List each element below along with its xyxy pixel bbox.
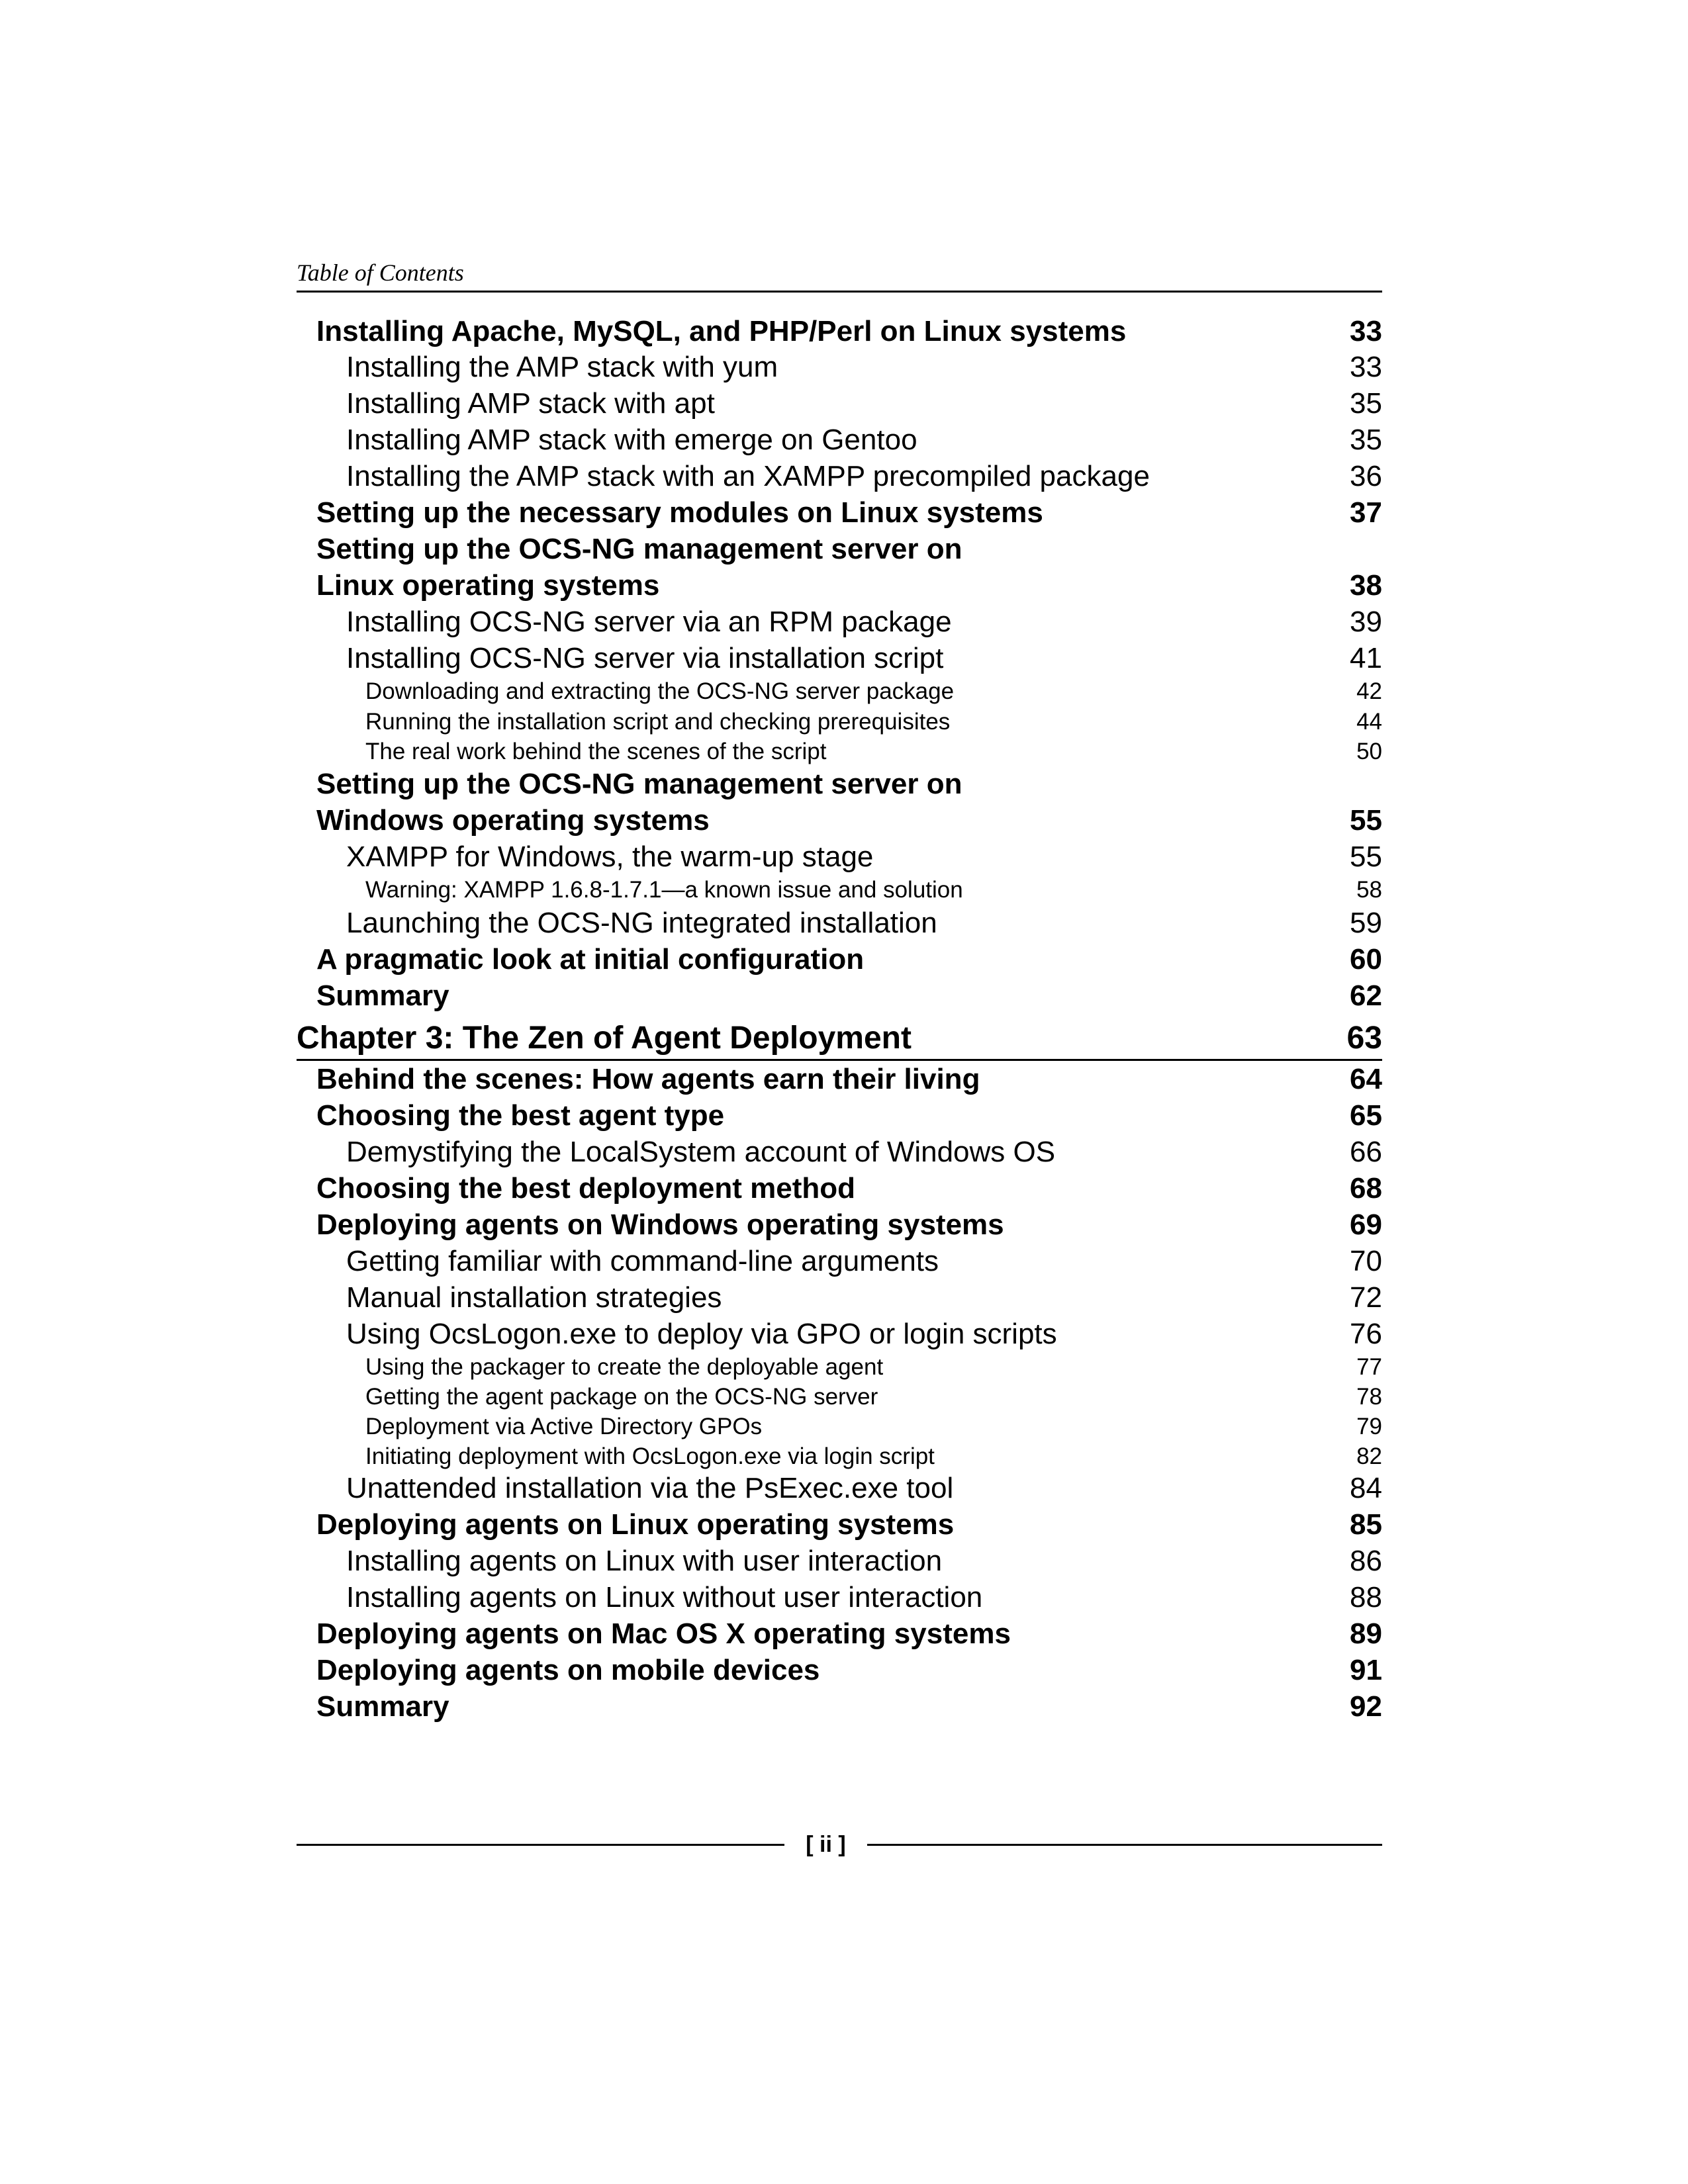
chapter-page: 63 <box>1346 1021 1382 1056</box>
toc-entry-title: XAMPP for Windows, the warm-up stage <box>346 841 874 873</box>
toc-entry-title: Initiating deployment with OcsLogon.exe via login script <box>365 1443 935 1469</box>
toc-entry-title: Deployment via Active Directory GPOs <box>365 1414 763 1439</box>
toc-entry-page: 72 <box>1350 1281 1382 1314</box>
toc-entry-page: 77 <box>1356 1354 1382 1380</box>
toc-entry-title: Warning: XAMPP 1.6.8-1.7.1—a known issue and solution <box>365 877 963 903</box>
page-header <box>297 257 1382 293</box>
toc-entry-page: 55 <box>1350 841 1382 873</box>
toc-entry-title: Deploying agents on mobile devices <box>316 1654 820 1686</box>
toc-entry-title: Manual installation strategies <box>346 1281 722 1314</box>
toc-entry-title: Choosing the best deployment method <box>316 1172 856 1205</box>
footer-rule-left <box>297 1844 784 1846</box>
toc-entry-page: 78 <box>1356 1384 1382 1410</box>
toc-entry-page: 44 <box>1356 709 1382 735</box>
toc-entry-page: 33 <box>1350 351 1382 383</box>
toc-entry-title: A pragmatic look at initial configuration <box>316 943 865 976</box>
toc-entry-title: Installing the AMP stack with yum <box>346 351 778 383</box>
toc-entry-title: Installing the AMP stack with an XAMPP precompiled package <box>346 460 1150 492</box>
toc-entry-page: 36 <box>1350 460 1382 492</box>
toc-entry-page: 76 <box>1350 1318 1382 1350</box>
toc-entry-title: Getting familiar with command-line arguments <box>346 1245 939 1277</box>
toc-entry-page: 55 <box>1350 804 1382 837</box>
toc-entry-page: 41 <box>1350 642 1382 674</box>
toc-entry-title: Installing AMP stack with emerge on Gentoo <box>346 424 917 456</box>
toc-entry-page: 85 <box>1350 1508 1382 1541</box>
toc-entry-page: 35 <box>1350 387 1382 420</box>
toc-entry-page: 84 <box>1350 1472 1382 1504</box>
toc-entry-page: 82 <box>1356 1443 1382 1469</box>
toc-entry-page: 42 <box>1356 678 1382 704</box>
toc-entry-title: Getting the agent package on the OCS-NG server <box>365 1384 878 1410</box>
chapter-heading <box>297 1019 1382 1061</box>
toc-entry-title: Installing OCS-NG server via an RPM package <box>346 606 952 638</box>
toc-entry-title: The real work behind the scenes of the script <box>365 739 827 764</box>
toc-entry-page: 88 <box>1350 1581 1382 1614</box>
toc-entry-title: Deploying agents on Linux operating systems <box>316 1508 955 1541</box>
toc-entry-page: 60 <box>1350 943 1382 976</box>
toc-entry-page: 86 <box>1350 1545 1382 1577</box>
toc-entry-title: Installing agents on Linux without user interaction <box>346 1581 983 1614</box>
toc-entry-page: 37 <box>1350 496 1382 529</box>
toc-entry-title: Installing OCS-NG server via installation script <box>346 642 944 674</box>
toc-entry-page: 50 <box>1356 739 1382 764</box>
footer-rule-right <box>867 1844 1382 1846</box>
toc-entry-title: Choosing the best agent type <box>316 1099 725 1132</box>
toc-entry-title: Setting up the OCS-NG management server on <box>316 533 962 565</box>
toc-entry-page: 66 <box>1350 1136 1382 1168</box>
toc-entry-page: 62 <box>1350 979 1382 1012</box>
toc-entry-page: 38 <box>1350 569 1382 602</box>
chapter-title: Chapter 3: The Zen of Agent Deployment <box>297 1021 912 1056</box>
toc-entry-page: 58 <box>1356 877 1382 903</box>
toc-entry-page: 92 <box>1350 1690 1382 1723</box>
toc-entry-title: Demystifying the LocalSystem account of Windows OS <box>346 1136 1056 1168</box>
toc-entry-title: Installing agents on Linux with user interaction <box>346 1545 943 1577</box>
toc-entry-page: 68 <box>1350 1172 1382 1205</box>
toc-entry-title: Setting up the necessary modules on Linux systems <box>316 496 1043 529</box>
toc-entry-title: Deploying agents on Windows operating systems <box>316 1208 1004 1241</box>
running-header-title: Table of Contents <box>297 259 464 286</box>
toc-entry-page: 69 <box>1350 1208 1382 1241</box>
toc-entry-title: Summary <box>316 979 449 1012</box>
toc-entry-page: 79 <box>1356 1414 1382 1439</box>
toc-entry-title: Running the installation script and checking prerequisites <box>365 709 951 735</box>
toc-entry-page: 35 <box>1350 424 1382 456</box>
toc-entry-title: Setting up the OCS-NG management server on <box>316 768 962 800</box>
toc-entry-page: 64 <box>1350 1063 1382 1095</box>
toc-entry-title: Using the packager to create the deployable agent <box>365 1354 884 1380</box>
toc-entry-page: 89 <box>1350 1617 1382 1650</box>
toc-entry-title: Summary <box>316 1690 449 1723</box>
toc-entry-title: Installing AMP stack with apt <box>346 387 715 420</box>
toc-entry-title: Deploying agents on Mac OS X operating systems <box>316 1617 1011 1650</box>
toc-entry-page: 70 <box>1350 1245 1382 1277</box>
toc-entry-page: 91 <box>1350 1654 1382 1686</box>
toc-entry-title: Downloading and extracting the OCS-NG server package <box>365 678 955 704</box>
toc-entry-title: Windows operating systems <box>316 804 710 837</box>
page-number: [ ii ] <box>806 1832 846 1857</box>
toc-entry-page: 65 <box>1350 1099 1382 1132</box>
toc-entry-page: 33 <box>1350 315 1382 347</box>
page-footer <box>297 1828 1382 1861</box>
toc-entry-page: 39 <box>1350 606 1382 638</box>
toc-entry-title: Launching the OCS-NG integrated installation <box>346 907 937 939</box>
toc-entry-title: Using OcsLogon.exe to deploy via GPO or login scripts <box>346 1318 1057 1350</box>
toc-entry-title: Linux operating systems <box>316 569 660 602</box>
toc-entry-title: Installing Apache, MySQL, and PHP/Perl on Linux systems <box>316 315 1127 347</box>
toc-entry-title: Unattended installation via the PsExec.exe tool <box>346 1472 954 1504</box>
toc-entry-title: Behind the scenes: How agents earn their living <box>316 1063 980 1095</box>
toc-entry-page: 59 <box>1350 907 1382 939</box>
